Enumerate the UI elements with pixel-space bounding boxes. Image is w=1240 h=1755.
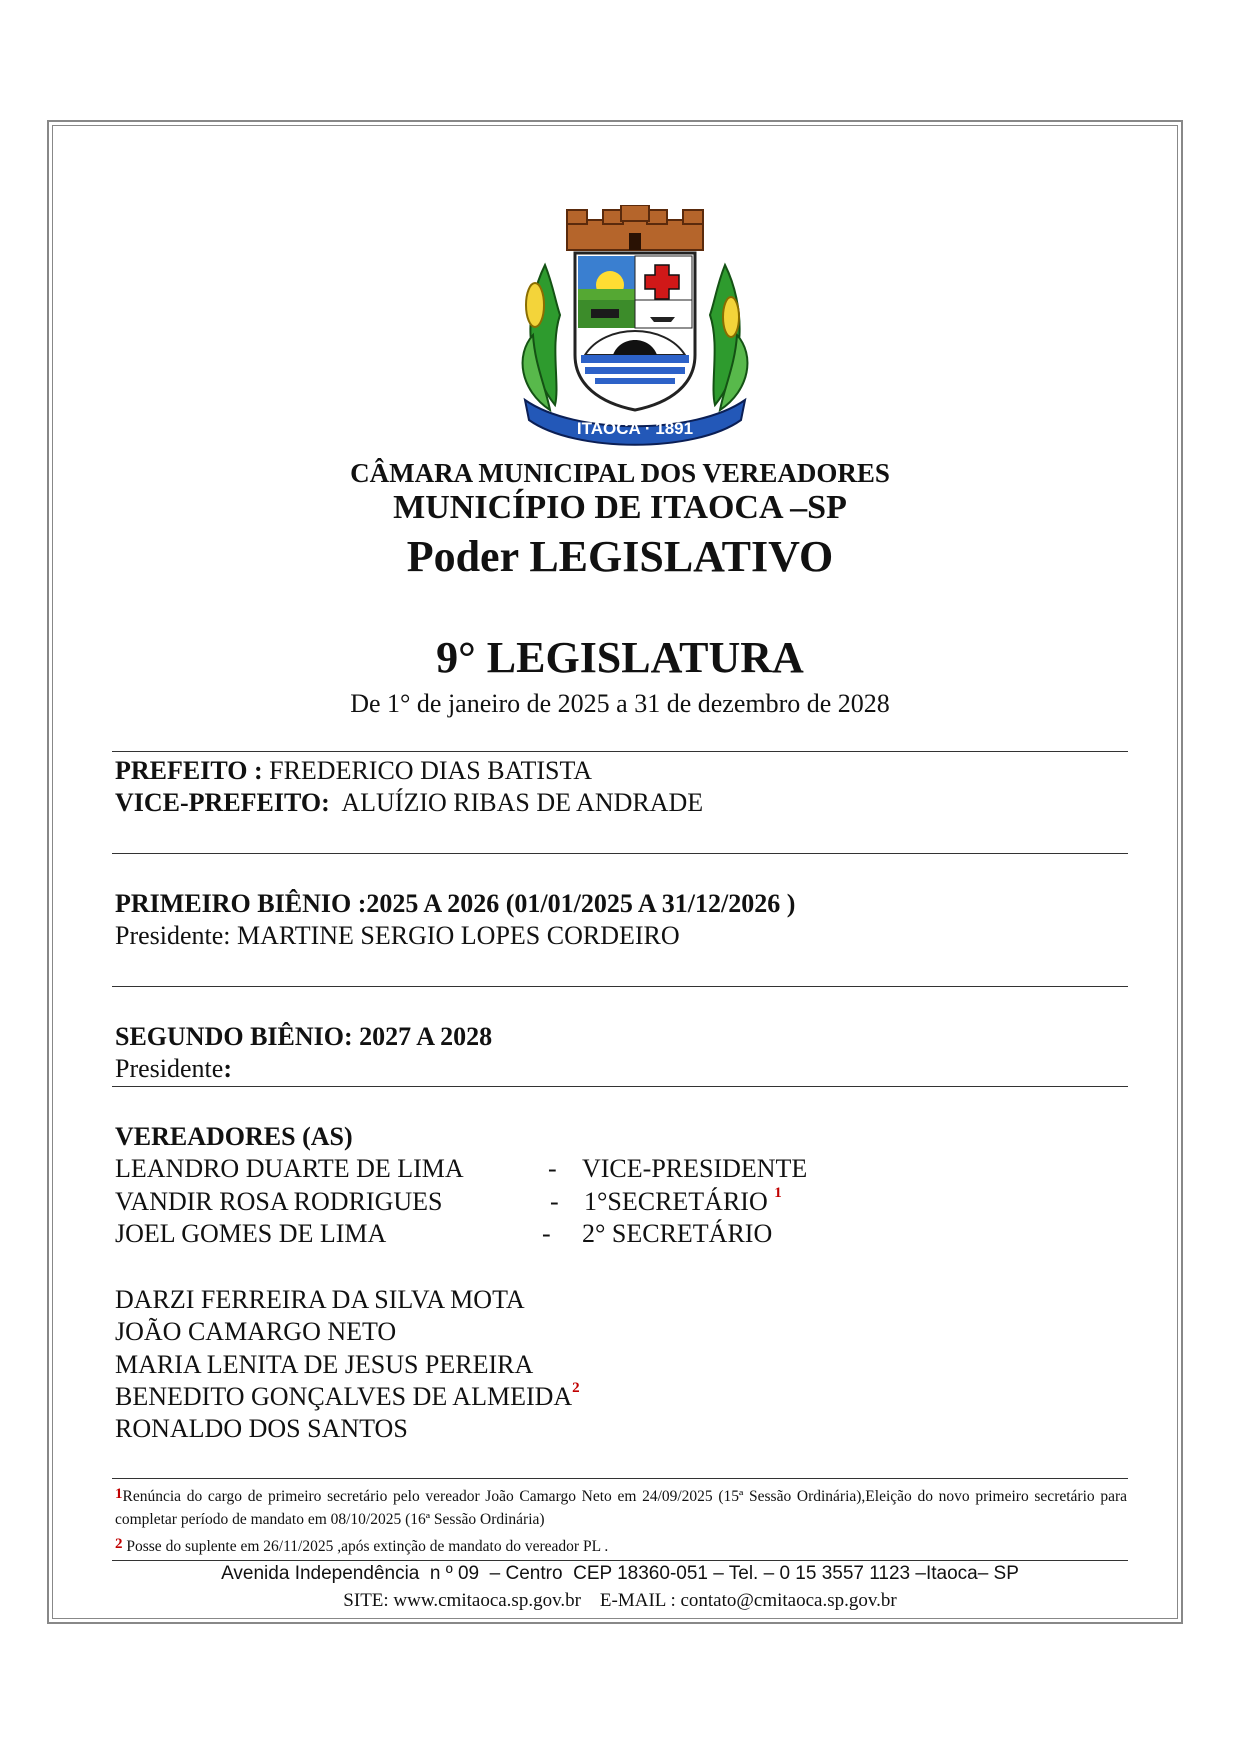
footer-address: Avenida Independência n º 09 – Centro CEP 18360-051 – Tel. – 0 15 3557 1123 –Itaoca– SP xyxy=(221,1563,1019,1584)
footnote-ref-2: 2 xyxy=(572,1380,580,1396)
divider xyxy=(112,751,1128,752)
councillor-name: BENEDITO GONÇALVES DE ALMEIDA xyxy=(115,1382,573,1411)
councillor-line xyxy=(115,1382,580,1412)
board-member-dash: - xyxy=(548,1154,557,1183)
municipality-title: MUNICÍPIO DE ITAOCA –SP xyxy=(393,489,847,526)
divider xyxy=(112,1560,1128,1561)
branch-title: Poder LEGISLATIVO xyxy=(406,532,834,581)
footnote-text: Posse do suplente em 26/11/2025 ,após extinção de mandato do vereador PL . xyxy=(122,1538,609,1555)
second-biennium-president-colon: : xyxy=(223,1054,232,1083)
footnote-ref-1: 1 xyxy=(774,1185,782,1201)
first-biennium-title: PRIMEIRO BIÊNIO :2025 A 2026 (01/01/2025 A 31/12/2026 ) xyxy=(115,889,796,918)
board-member-dash: - xyxy=(542,1219,551,1248)
board-member-role: 2° SECRETÁRIO xyxy=(582,1219,773,1248)
board-member-name: VANDIR ROSA RODRIGUES xyxy=(115,1187,443,1216)
legislature-title: 9° LEGISLATURA xyxy=(436,633,804,682)
footnote-1 xyxy=(115,1485,1127,1531)
board-member-role: 1°SECRETÁRIO xyxy=(584,1187,768,1216)
crest-banner-text: ITAOCA · 1891 xyxy=(576,419,694,438)
councillor-name: MARIA LENITA DE JESUS PEREIRA xyxy=(115,1350,534,1379)
vice-mayor-label: VICE-PREFEITO: xyxy=(115,788,330,817)
divider xyxy=(112,986,1128,987)
councillor-name: RONALDO DOS SANTOS xyxy=(115,1414,408,1443)
councillor-name: JOÃO CAMARGO NETO xyxy=(115,1317,397,1346)
vice-mayor-line xyxy=(115,788,703,818)
divider xyxy=(112,1478,1128,1479)
coat-of-arms xyxy=(505,205,765,450)
divider xyxy=(112,853,1128,854)
councillors-title: VEREADORES (AS) xyxy=(115,1122,353,1151)
footer-contact: SITE: www.cmitaoca.sp.gov.br E-MAIL : contato@cmitaoca.sp.gov.br xyxy=(343,1590,897,1611)
board-member-name: JOEL GOMES DE LIMA xyxy=(115,1219,387,1248)
councillor-name: DARZI FERREIRA DA SILVA MOTA xyxy=(115,1285,525,1314)
mayor-name: FREDERICO DIAS BATISTA xyxy=(262,756,593,785)
second-biennium-president xyxy=(115,1054,232,1084)
board-member-role: VICE-PRESIDENTE xyxy=(582,1154,808,1183)
second-biennium-title: SEGUNDO BIÊNIO: 2027 A 2028 xyxy=(115,1022,493,1051)
vice-mayor-name: ALUÍZIO RIBAS DE ANDRADE xyxy=(329,788,704,817)
footnote-2 xyxy=(115,1535,1127,1558)
first-biennium-president: Presidente: MARTINE SERGIO LOPES CORDEIRO xyxy=(115,921,680,950)
second-biennium-president-label: Presidente xyxy=(115,1054,224,1083)
footnote-mark: 1 xyxy=(115,1486,123,1502)
board-member-name: LEANDRO DUARTE DE LIMA xyxy=(115,1154,464,1183)
legislature-period: De 1° de janeiro de 2025 a 31 de dezembro de 2028 xyxy=(350,689,890,718)
footnote-mark: 2 xyxy=(115,1536,123,1552)
mayor-label: PREFEITO : xyxy=(115,756,263,785)
mayor-line xyxy=(115,756,592,786)
board-member-role-cell xyxy=(584,1187,782,1217)
divider xyxy=(112,1086,1128,1087)
board-member-dash: - xyxy=(550,1187,559,1216)
chamber-title: CÂMARA MUNICIPAL DOS VEREADORES xyxy=(350,458,890,488)
footnote-text: Renúncia do cargo de primeiro secretário pelo vereador João Camargo Neto em 24/09/2025 (15ª Sessão Ordinária),Eleição do novo primeiro secretário para completar período de mandato em 08/10/2025 (16ª Sessão Ordinária) xyxy=(115,1488,1127,1528)
